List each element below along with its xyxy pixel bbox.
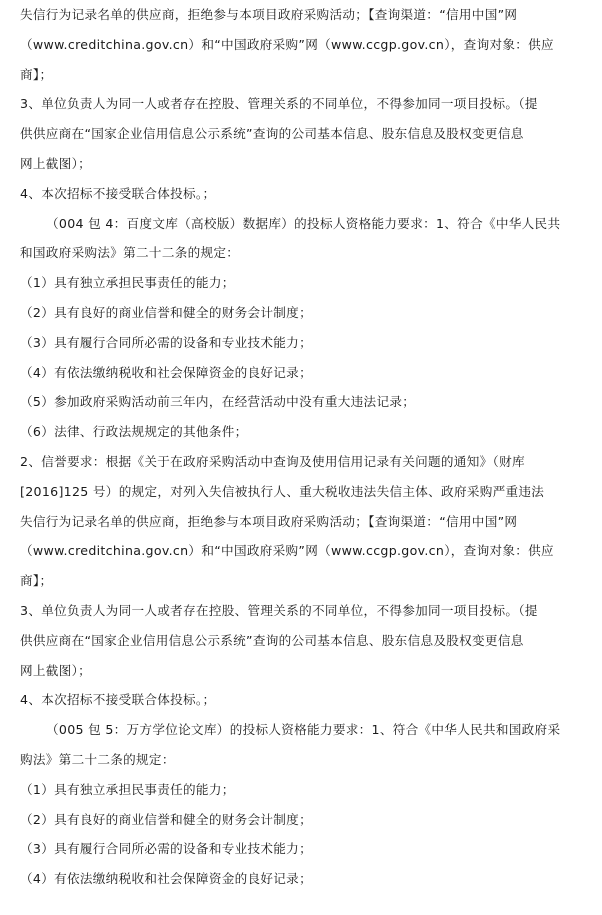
text-line: 3、单位负责人为同一人或者存在控股、管理关系的不同单位，不得参加同一项目投标。（提: [20, 96, 538, 112]
text-line: 供供应商在“国家企业信用信息公示系统”查询的公司基本信息、股东信息及股权变更信息: [20, 126, 524, 142]
text-line: 购法》第二十二条的规定：: [20, 751, 175, 767]
paragraph: [20, 358, 586, 388]
paragraph: [20, 209, 586, 269]
text-line: （004 包 4：百度文库（高校版）数据库）的投标人资格能力要求：1、符合《中华人民共: [46, 215, 561, 231]
document-body: [20, 0, 586, 894]
text-line: （www.creditchina.gov.cn）和“中国政府采购”网（www.ccgp.gov.cn），查询对象：供应: [20, 36, 554, 52]
text-line: （2）具有良好的商业信誉和健全的财务会计制度；: [20, 304, 312, 320]
text-line: 网上截图）；: [20, 155, 92, 171]
paragraph: [20, 447, 586, 596]
paragraph: [20, 805, 586, 835]
text-line: 商】；: [20, 573, 53, 589]
paragraph: [20, 89, 586, 178]
paragraph: [20, 775, 586, 805]
text-line: （2）具有良好的商业信誉和健全的财务会计制度；: [20, 811, 312, 827]
text-line: （5）参加政府采购活动前三年内，在经营活动中没有重大违法记录；: [20, 394, 416, 410]
text-line: 4、本次招标不接受联合体投标。；: [20, 692, 216, 708]
paragraph: [20, 387, 586, 417]
paragraph: [20, 596, 586, 685]
paragraph: [20, 715, 586, 775]
text-line: 网上截图）；: [20, 662, 92, 678]
text-line: （1）具有独立承担民事责任的能力；: [20, 275, 235, 291]
paragraph: [20, 864, 586, 894]
text-line: （3）具有履行合同所必需的设备和专业技术能力；: [20, 841, 312, 857]
text-line: 失信行为记录名单的供应商，拒绝参与本项目政府采购活动；【查询渠道：“信用中国”网: [20, 513, 518, 529]
text-line: 商】；: [20, 66, 53, 82]
paragraph: [20, 298, 586, 328]
text-line: 4、本次招标不接受联合体投标。；: [20, 185, 216, 201]
paragraph: [20, 685, 586, 715]
text-line: （4）有依法缴纳税收和社会保障资金的良好记录；: [20, 364, 312, 380]
paragraph: [20, 268, 586, 298]
paragraph: [20, 834, 586, 864]
text-line: （www.creditchina.gov.cn）和“中国政府采购”网（www.ccgp.gov.cn），查询对象：供应: [20, 543, 554, 559]
text-line: （3）具有履行合同所必需的设备和专业技术能力；: [20, 334, 312, 350]
paragraph: [20, 417, 586, 447]
text-line: （6）法律、行政法规规定的其他条件；: [20, 424, 248, 440]
text-line: 和国政府采购法》第二十二条的规定：: [20, 245, 240, 261]
text-line: [2016]125 号）的规定，对列入失信被执行人、重大税收违法失信主体、政府采购严重违法: [20, 483, 545, 499]
text-line: 失信行为记录名单的供应商，拒绝参与本项目政府采购活动；【查询渠道：“信用中国”网: [20, 7, 518, 22]
paragraph: [20, 0, 586, 89]
text-line: （1）具有独立承担民事责任的能力；: [20, 781, 235, 797]
text-line: 2、信誉要求：根据《关于在政府采购活动中查询及使用信用记录有关问题的通知》（财库: [20, 453, 525, 469]
text-line: （4）有依法缴纳税收和社会保障资金的良好记录；: [20, 871, 312, 887]
paragraph: [20, 328, 586, 358]
text-line: 3、单位负责人为同一人或者存在控股、管理关系的不同单位，不得参加同一项目投标。（提: [20, 602, 538, 618]
text-line: 供供应商在“国家企业信用信息公示系统”查询的公司基本信息、股东信息及股权变更信息: [20, 632, 524, 648]
paragraph: [20, 179, 586, 209]
text-line: （005 包 5：万方学位论文库）的投标人资格能力要求：1、符合《中华人民共和国政府采: [46, 722, 561, 738]
